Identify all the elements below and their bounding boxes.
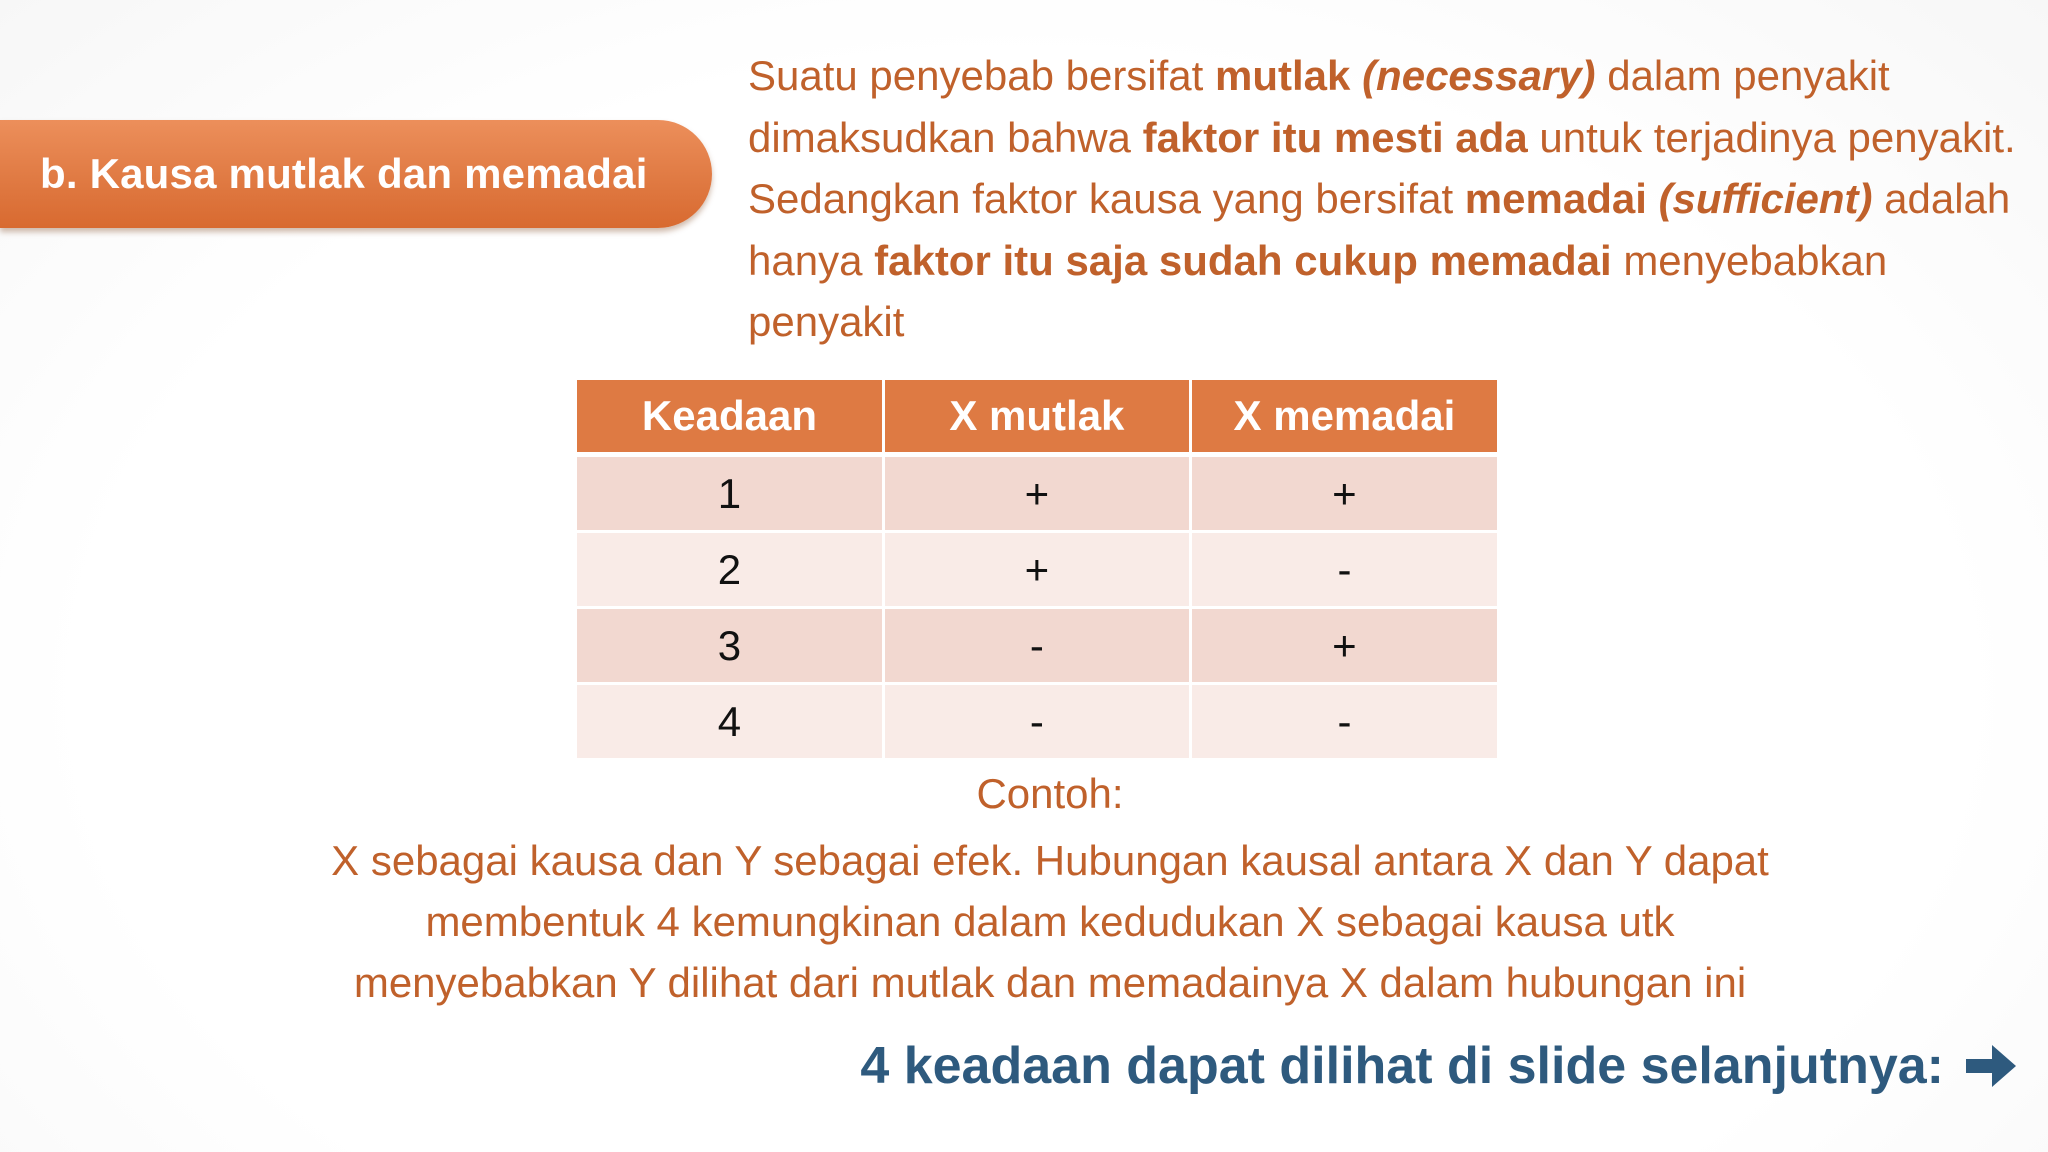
next-slide-note [860, 1036, 2020, 1096]
intro-bold-mesti-ada: faktor itu mesti ada [1142, 113, 1528, 161]
table-cell: 1 [576, 455, 884, 532]
example-line-1: X sebagai kausa dan Y sebagai efek. Hubungan kausal antara X dan Y dapat [331, 837, 1769, 884]
intro-italic-sufficient: (sufficient) [1658, 175, 1873, 222]
intro-bold-cukup-memadai: faktor itu saja sudah cukup memadai [874, 236, 1612, 284]
table-row [576, 608, 1499, 684]
table-cell: + [1190, 608, 1498, 684]
example-line-2: membentuk 4 kemungkinan dalam kedudukan X sebagai kausa utk [425, 898, 1675, 945]
table-cell: 4 [576, 684, 884, 760]
column-header-x-memadai: X memadai [1190, 379, 1498, 455]
table-cell: - [1190, 532, 1498, 608]
table-cell: - [883, 608, 1190, 684]
keadaan-table [574, 377, 1500, 761]
intro-paragraph [748, 45, 2018, 353]
intro-text-5: menyebabkan penyakit [748, 236, 1888, 345]
table-cell: + [883, 532, 1190, 608]
table-cell: 2 [576, 532, 884, 608]
table-cell: - [883, 684, 1190, 760]
table-header-row [576, 379, 1499, 455]
column-header-keadaan: Keadaan [576, 379, 884, 455]
intro-text-3: untuk terjadinya penyakit. Sedangkan faktor kausa yang bersifat [748, 113, 2016, 222]
intro-text-4: adalah hanya [748, 175, 2011, 284]
table-cell: + [883, 455, 1190, 532]
intro-italic-necessary: (necessary) [1362, 52, 1596, 99]
intro-bold-memadai: memadai [1464, 175, 1659, 222]
table-row [576, 532, 1499, 608]
table-cell: - [1190, 684, 1498, 760]
section-title: b. Kausa mutlak dan memadai [40, 150, 648, 197]
table-row [576, 684, 1499, 760]
table-cell: + [1190, 455, 1498, 532]
example-heading: Contoh: [976, 770, 1124, 817]
intro-text-2: dalam penyakit dimaksudkan bahwa [748, 52, 1890, 161]
table-cell: 3 [576, 608, 884, 684]
example-line-3: menyebabkan Y dilihat dari mutlak dan memadainya X dalam hubungan ini [353, 959, 1747, 1006]
intro-text-1: Suatu penyebab bersifat [748, 52, 1216, 99]
table-row [576, 455, 1499, 532]
example-paragraph [0, 830, 2048, 1013]
column-header-x-mutlak: X mutlak [883, 379, 1190, 455]
section-title-tab [0, 120, 712, 228]
next-slide-text: 4 keadaan dapat dilihat di slide selanjutnya: [860, 1037, 1944, 1095]
intro-bold-mutlak: mutlak [1215, 52, 1363, 99]
arrow-right-icon [1962, 1040, 2020, 1092]
